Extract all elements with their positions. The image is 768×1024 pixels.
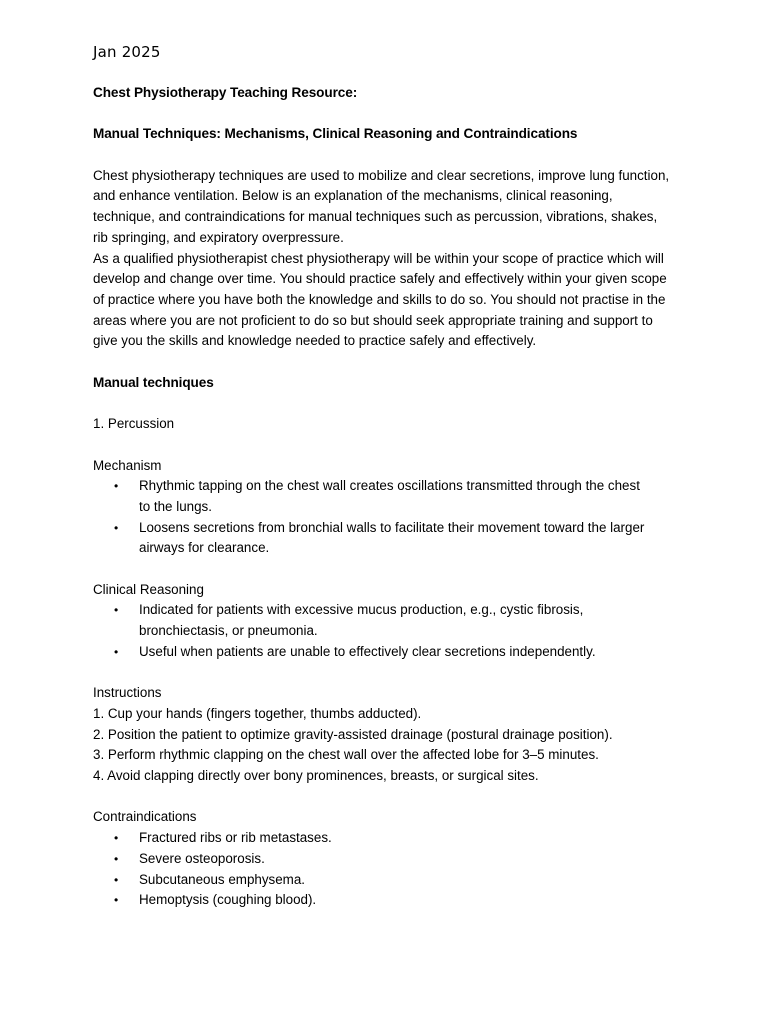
bullet-icon: •: [114, 603, 119, 618]
list-item: [93, 870, 649, 891]
intro-paragraph-2: As a qualified physiotherapist chest physiotherapy will be within your scope of practice which will develop and change over time. You should practice safely and effectively within your given scope of practice where you have both the knowledge and skills to do so. You should not practise in the areas where you are not proficient to do so but should seek appropriate training and support to give you the skills and knowledge needed to practice safely and effectively.: [93, 250, 667, 349]
document-date: Jan 2025: [93, 43, 161, 61]
bullet-icon: •: [114, 851, 119, 866]
spacer: [93, 559, 673, 580]
list-item: [93, 642, 649, 663]
bullet-icon: •: [114, 520, 119, 535]
intro-paragraph-1: Chest physiotherapy techniques are used to mobilize and clear secretions, improve lung function, and enhance ventilation. Below is an explanation of the mechanisms, clinical reasoning, technique, and contraindications for manual techniques such as percussion, vibrations, shakes, rib springing, and expiratory overpressure.: [93, 167, 670, 245]
list-item: [93, 600, 649, 641]
instruction-step: 2. Position the patient to optimize gravity-assisted drainage (postural drainage position).: [93, 726, 613, 742]
list-item-text: Fractured ribs or rib metastases.: [139, 830, 332, 846]
list-item: [93, 849, 649, 870]
mechanism-label: Mechanism: [93, 457, 162, 473]
list-item-text: Rhythmic tapping on the chest wall creates oscillations transmitted through the chest to the lungs.: [139, 478, 640, 514]
bullet-icon: •: [114, 893, 119, 908]
instruction-step: 1. Cup your hands (fingers together, thumbs adducted).: [93, 705, 422, 721]
technique-title: 1. Percussion: [93, 416, 175, 432]
spacer: [93, 352, 673, 373]
document-title: Chest Physiotherapy Teaching Resource:: [93, 85, 358, 100]
instruction-step: 4. Avoid clapping directly over bony prominences, breasts, or surgical sites.: [93, 768, 539, 784]
list-item-text: Hemoptysis (coughing blood).: [139, 892, 317, 908]
list-item-text: Useful when patients are unable to effectively clear secretions independently.: [139, 643, 596, 659]
list-item: [93, 828, 649, 849]
mechanism-list: [93, 476, 673, 559]
document-subtitle: Manual Techniques: Mechanisms, Clinical Reasoning and Contraindications: [93, 126, 578, 142]
bullet-icon: •: [114, 644, 119, 659]
spacer: [93, 787, 673, 808]
list-item: [93, 890, 649, 911]
bullet-icon: •: [114, 479, 119, 494]
spacer: [93, 663, 673, 684]
contraindications-list: [93, 828, 673, 911]
bullet-icon: •: [114, 831, 119, 846]
clinical-reasoning-label: Clinical Reasoning: [93, 581, 204, 597]
list-item-text: Loosens secretions from bronchial walls to facilitate their movement toward the larger airways for clearance.: [139, 519, 645, 556]
list-item: [93, 476, 649, 517]
list-item: [93, 518, 649, 559]
spacer: [93, 435, 673, 456]
list-item-text: Indicated for patients with excessive mucus production, e.g., cystic fibrosis, bronchiectasis, or pneumonia.: [139, 602, 584, 639]
section-heading: Manual techniques: [93, 374, 214, 390]
contraindications-label: Contraindications: [93, 809, 197, 825]
document-body: [93, 41, 673, 911]
clinical-reasoning-list: [93, 600, 673, 662]
list-item-text: Severe osteoporosis.: [139, 850, 265, 866]
instruction-step: 3. Perform rhythmic clapping on the chest wall over the affected lobe for 3–5 minutes.: [93, 747, 599, 763]
bullet-icon: •: [114, 872, 119, 887]
instructions-label: Instructions: [93, 685, 162, 701]
list-item-text: Subcutaneous emphysema.: [139, 871, 305, 887]
